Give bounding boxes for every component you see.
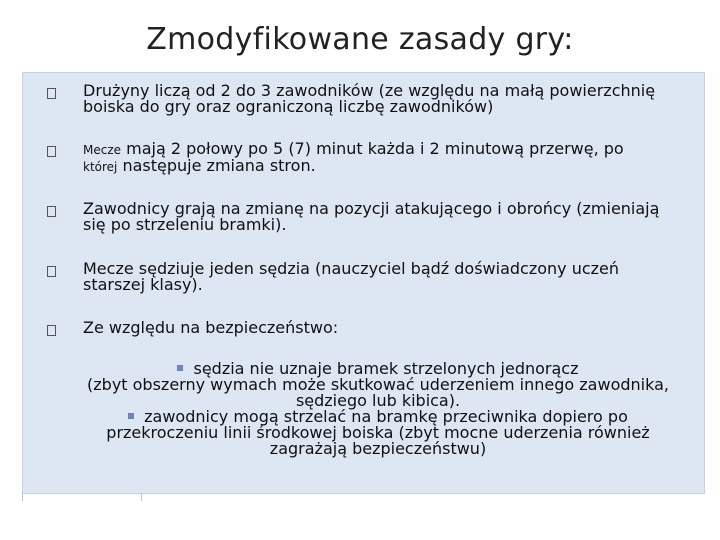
bullet-text	[83, 141, 703, 175]
sub-line-text: sędzia nie uznaje bramek strzelonych jednorącz	[193, 359, 579, 378]
bullet-item-referee	[47, 259, 620, 294]
checkbox-bullet-icon	[47, 325, 56, 336]
sub-line-text: zawodnicy mogą strzelać na bramkę przeciwnika dopiero po	[144, 407, 628, 426]
bullet-line-rest: mają 2 połowy po 5 (7) minut każda i 2 minutową przerwę, po	[121, 139, 624, 158]
square-bullet-icon	[128, 413, 134, 419]
bullet-text	[83, 320, 703, 336]
safety-sub-block	[63, 361, 693, 457]
bullet-text	[83, 261, 703, 293]
bullet-text	[83, 83, 703, 115]
sub-line: sędziego lub kibica).	[295, 391, 461, 410]
bullet-line	[83, 158, 703, 175]
bullet-small-word: której	[83, 160, 118, 174]
content-panel	[22, 72, 705, 494]
slide-title: Zmodyfikowane zasady gry:	[146, 22, 574, 57]
checkbox-bullet-icon	[47, 146, 56, 157]
checkbox-bullet-icon	[47, 88, 56, 99]
sub-line: przekroczeniu linii środkowej boiska (zbyt mocne uderzenia również	[106, 423, 650, 442]
bullet-text	[83, 201, 703, 233]
bullet-line: Zawodnicy grają na zmianę na pozycji atakującego i obrońcy (zmieniają	[83, 199, 660, 218]
bullet-line: się po strzeleniu bramki).	[83, 215, 287, 234]
sub-line: (zbyt obszerny wymach może skutkować uderzeniem innego zawodnika,	[87, 375, 669, 394]
bullet-item-positions	[47, 199, 660, 234]
square-bullet-icon	[177, 365, 183, 371]
sub-line: zagrażają bezpieczeństwu)	[269, 439, 487, 458]
bullet-line: Drużyny liczą od 2 do 3 zawodników (ze względu na małą powierzchnię	[83, 81, 656, 100]
bullet-item-team-size	[47, 81, 656, 116]
bullet-small-word: Mecze	[83, 143, 122, 157]
bullet-line-rest: następuje zmiana stron.	[117, 156, 316, 175]
bullet-line: Ze względu na bezpieczeństwo:	[83, 318, 339, 337]
bullet-item-match-time	[47, 139, 624, 175]
checkbox-bullet-icon	[47, 206, 56, 217]
bullet-line: Mecze sędziuje jeden sędzia (nauczyciel bądź doświadczony uczeń	[83, 259, 620, 278]
bullet-line: starszej klasy).	[83, 275, 203, 294]
checkbox-bullet-icon	[47, 266, 56, 277]
bullet-item-safety	[47, 318, 339, 337]
panel-bottom-strip	[22, 493, 142, 501]
bullet-line: boiska do gry oraz ograniczoną liczbę zawodników)	[83, 97, 494, 116]
